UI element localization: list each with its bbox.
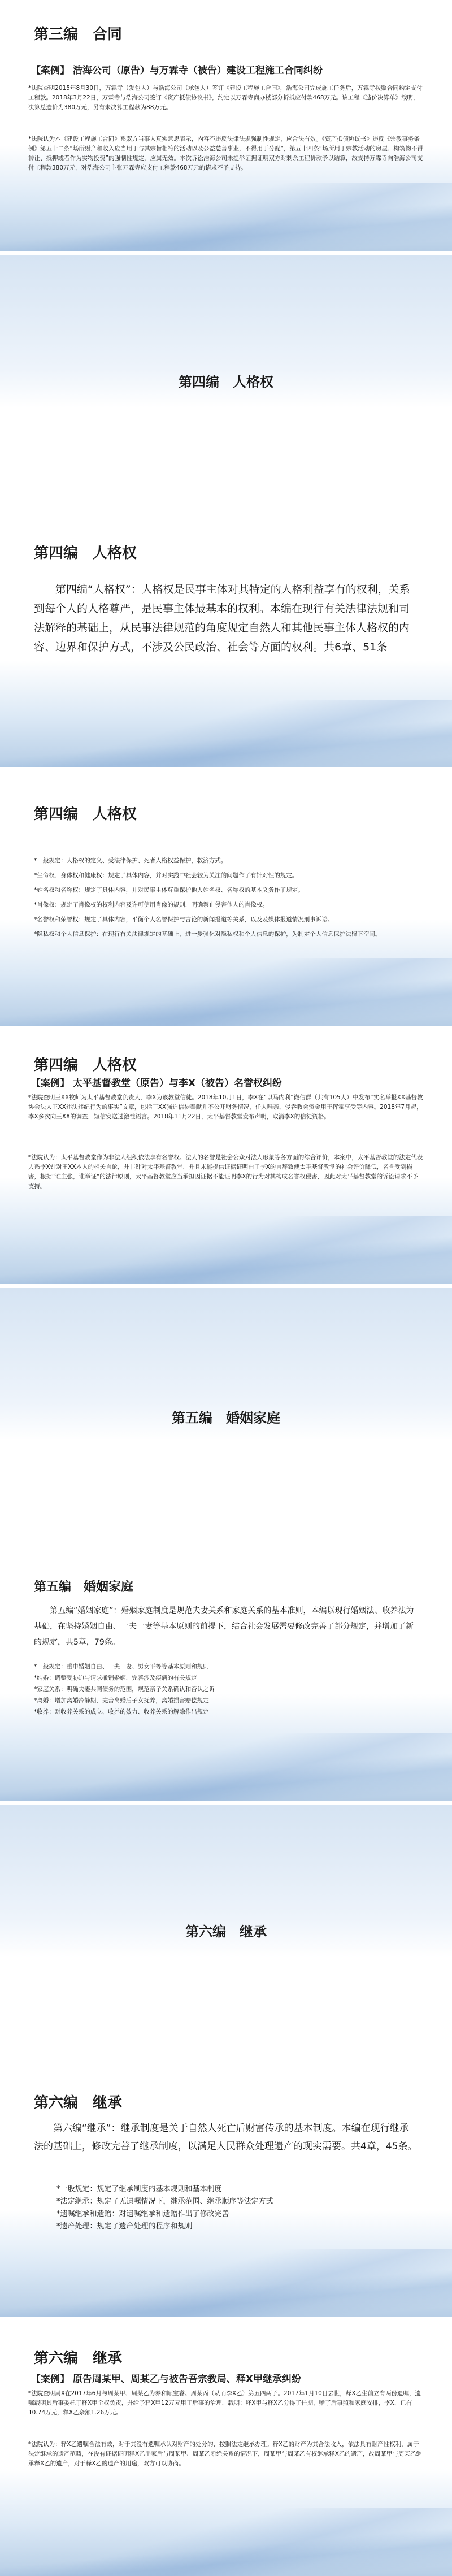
bullet-item: *隐私权和个人信息保护：在现行有关法律规定的基础上，进一步强化对隐私权和个人信息的保护，为制定个人信息保护法留下空间。 <box>34 931 381 938</box>
bullet-item: *姓名权和名称权：规定了具体内容，并对民事主体尊重保护他人姓名权、名称权的基本义务作了规定。 <box>34 887 304 894</box>
bullet-item: *家庭关系：明确夫妻共同债务的范围，规范亲子关系确认和否认之诉 <box>34 1686 215 1693</box>
section-title: 第五编 婚姻家庭 <box>172 1410 280 1426</box>
overview-paragraph: 第五编“婚姻家庭”：婚姻家庭制度是规范夫妻关系和家庭关系的基本准则，本编以现行婚姻法、收养法为基础，在坚持婚姻自由、一夫一妻等基本原则的前提下，结合社会发展需要修改完善了部分规定，并增加了新的规定，共5章，79条。 <box>34 1606 414 1647</box>
slide-personality-bullets <box>0 771 452 1026</box>
section-title: 第四编 人格权 <box>179 374 273 390</box>
bullet-item: *收养：对收养关系的成立、收养的效力、收养关系的解除作出规定 <box>34 1708 209 1715</box>
case-paragraph: *法院认为：太平基督教堂作为非法人组织依法享有名誉权。法人的名誉是社会公众对法人形象等各方面的综合评价，本案中，太平基督教堂的法定代表人系李X针对王XX本人的相关言论，并非针对太平基督教堂，并且未能提供证据证明由于李X的言辞致使太平基督教堂的社会评价降低，名誉受到损害，根据“谁主张，谁举证”的法律原则，太平基督教堂应当承担因证据不能证明李X的行为对其构成名誉权侵害，因此对太平基督教堂的诉讼请求不予支持。 <box>28 1154 423 1190</box>
slide-header: 第三编 合同 <box>34 26 123 43</box>
bullet-list <box>34 1662 418 1719</box>
slide-contract-case <box>0 0 452 251</box>
slide-header: 第六编 继承 <box>34 2350 123 2367</box>
slide-reputation-case <box>0 1030 452 1284</box>
slide-header: 第六编 继承 <box>34 2094 123 2111</box>
slide-header: 第四编 人格权 <box>34 1057 137 1074</box>
slide-header: 第四编 人格权 <box>34 806 137 823</box>
slide-section-title <box>0 255 452 509</box>
bullet-item: *一般规定：人格权的定义、受法律保护、死者人格权益保护，救济方式。 <box>34 857 227 864</box>
bullet-item: *遗嘱继承和遗赠：对遗嘱继承和遗赠作出了修改完善 <box>56 2210 229 2218</box>
case-paragraph: *法院查明王XX牧师为太平基督教堂负责人，李X为该教堂信徒。2018年10月1日，李X在“以马内利”微信群（共有105人）中发布“实名举报XX基督教协会法人王XX违法违纪行为的事实”文章，包括王XX强迫信徒奉献并不公开财务情况，任人唯亲、侵吞教会资金用于挥霍享受等内容。2018年7月起，李X多次向王XX的调查，短信发送过激性语言。2018年11月22日，太平基督教堂发布声明，取消李X的信徒资格。 <box>28 1094 423 1120</box>
overview-paragraph: 第六编“继承”：继承制度是关于自然人死亡后财富传承的基本制度。本编在现行继承法的基础上，修改完善了继承制度，以满足人民群众处理遗产的现实需要。共4章，45条。 <box>34 2123 418 2152</box>
slide-section-title <box>0 1288 452 1542</box>
bullet-item: *肖像权：规定了肖像权的权利内容及许可使用肖像的规则，明确禁止侵害他人的肖像权。 <box>34 901 268 908</box>
section-title: 第六编 继承 <box>185 1924 267 1940</box>
slide-marriage-overview <box>0 1546 452 1801</box>
bullet-item: *一般规定：规定了继承制度的基本规则和基本制度 <box>56 2185 222 2193</box>
bullet-item: *生命权、身体权和健康权：规定了具体内容，并对实践中社会较为关注的问题作了有针对性的规定。 <box>34 872 298 879</box>
bullet-list <box>56 2184 418 2234</box>
case-paragraph: *法院查明2015年8月30日，万霖寺（发包人）与浩海公司（承包人）签订《建设工程施工合同》，浩海公司完成施工任务后，万霖寺按照合同约定支付工程款。2018年3月22日，万霖寺与浩海公司签订《资产抵债协议书》，约定以万霖寺商办楼部分折抵应付款468万元。该工程《造价决算单》载明，决算总造价为380万元，另有未决算工程款为88万元。 <box>28 85 423 111</box>
case-title: 【案例】 太平基督教堂（原告）与李X（被告）名誉权纠纷 <box>31 1078 282 1089</box>
slide-section-title <box>0 1805 452 2059</box>
bullet-item: *结婚：调整受胁迫与请求撤销婚姻，完善涉及疾病的有关规定 <box>34 1675 197 1681</box>
case-paragraph: *法院认为：释X乙遗嘱合法有效，对于其没有遗嘱承认对财产的处分的，按照法定继承办理。释X乙的财产为其合法收入，依法具有财产性权利，属于法定继承的遗产范畴，在没有证据证明释X乙出家后与周某甲、周某乙断绝关系的情况下，周某甲与周某乙有权继承释X乙的遗产，故周某甲与周某乙继承释X乙的遗产，对于释X乙的遗产的用途，双方可以协商。 <box>28 2441 422 2467</box>
bullet-item: *离婚：增加离婚冷静期，完善离婚后子女抚养，离婚损害赔偿规定 <box>34 1697 209 1704</box>
slide-header: 第五编 婚姻家庭 <box>34 1580 134 1594</box>
case-title: 【案例】 原告周某甲、周某乙与被告吾宗教局、释X甲继承纠纷 <box>31 2374 302 2385</box>
case-paragraph: *法院认为本《建设工程施工合同》系双方当事人真实意思表示，内容不违反法律法规强制性规定，应合法有效。《资产抵债协议书》违反《宗教事务条例》第五十二条“场所财产和收入应当用于与其宗旨相符的活动以及公益慈善事业，不得用于分配”，第五十四条“场所用于宗教活动的房屋、构筑物不得转让、抵押或者作为实物投资”的强制性规定，应属无效。本次诉讼浩海公司未提举证据证明双方对剩余工程价款予以结算，故支持万霖寺向浩海公司支付工程款380万元，对浩海公司主张万霖寺应支付工程款468万元的请求不予支持。 <box>28 136 423 171</box>
overview-paragraph: 第四编“人格权”：人格权是民事主体对其特定的人格利益享有的权利，关系到每个人的人格尊严，是民事主体最基本的权利。本编在现行有关法律法规和司法解释的基础上，从民事法律规范的角度规定自然人和其他民事主体人格权的内容、边界和保护方式，不涉及公民政治、社会等方面的权利。共6章、51条 <box>34 583 410 653</box>
slide-inheritance-case <box>0 2321 452 2576</box>
slide-header: 第四编 人格权 <box>34 545 137 562</box>
bullet-item: *法定继承：规定了无遗嘱情况下，继承范围、继承顺序等法定方式 <box>56 2197 273 2206</box>
case-paragraph: *法院查明周X在2017年6月与周某甲、周某乙为养和顺宝睿。周某丙（从而李X乙）第五四两子。2017年1月10日去世，释X乙生前立有两份遗嘱，遗嘱载明其后事委托于释X甲全权负责，并给予释X甲12万元用于后事的治理，载明：释X甲与释X乙分得了住期，赠了后事照和家庭安排，李X，已有10.74万元，释X乙余额1.26万元。 <box>28 2390 421 2416</box>
bullet-item: *一般规定：重申婚姻自由、一夫一妻、男女平等等基本原则和规则 <box>34 1663 209 1670</box>
bullet-item: *名誉权和荣誉权：规定了具体内容，平衡个人名誉保护与言论的新闻报道等关系，以及及媒体报道情况刑事诉讼。 <box>34 916 334 923</box>
case-title: 【案例】 浩海公司（原告）与万霖寺（被告）建设工程施工合同纠纷 <box>31 65 323 76</box>
slide-inheritance-overview <box>0 2063 452 2317</box>
slide-personality-overview <box>0 513 452 767</box>
bullet-list <box>34 856 418 944</box>
bullet-item: *遗产处理：规定了遗产处理的程序和规则 <box>56 2222 193 2231</box>
